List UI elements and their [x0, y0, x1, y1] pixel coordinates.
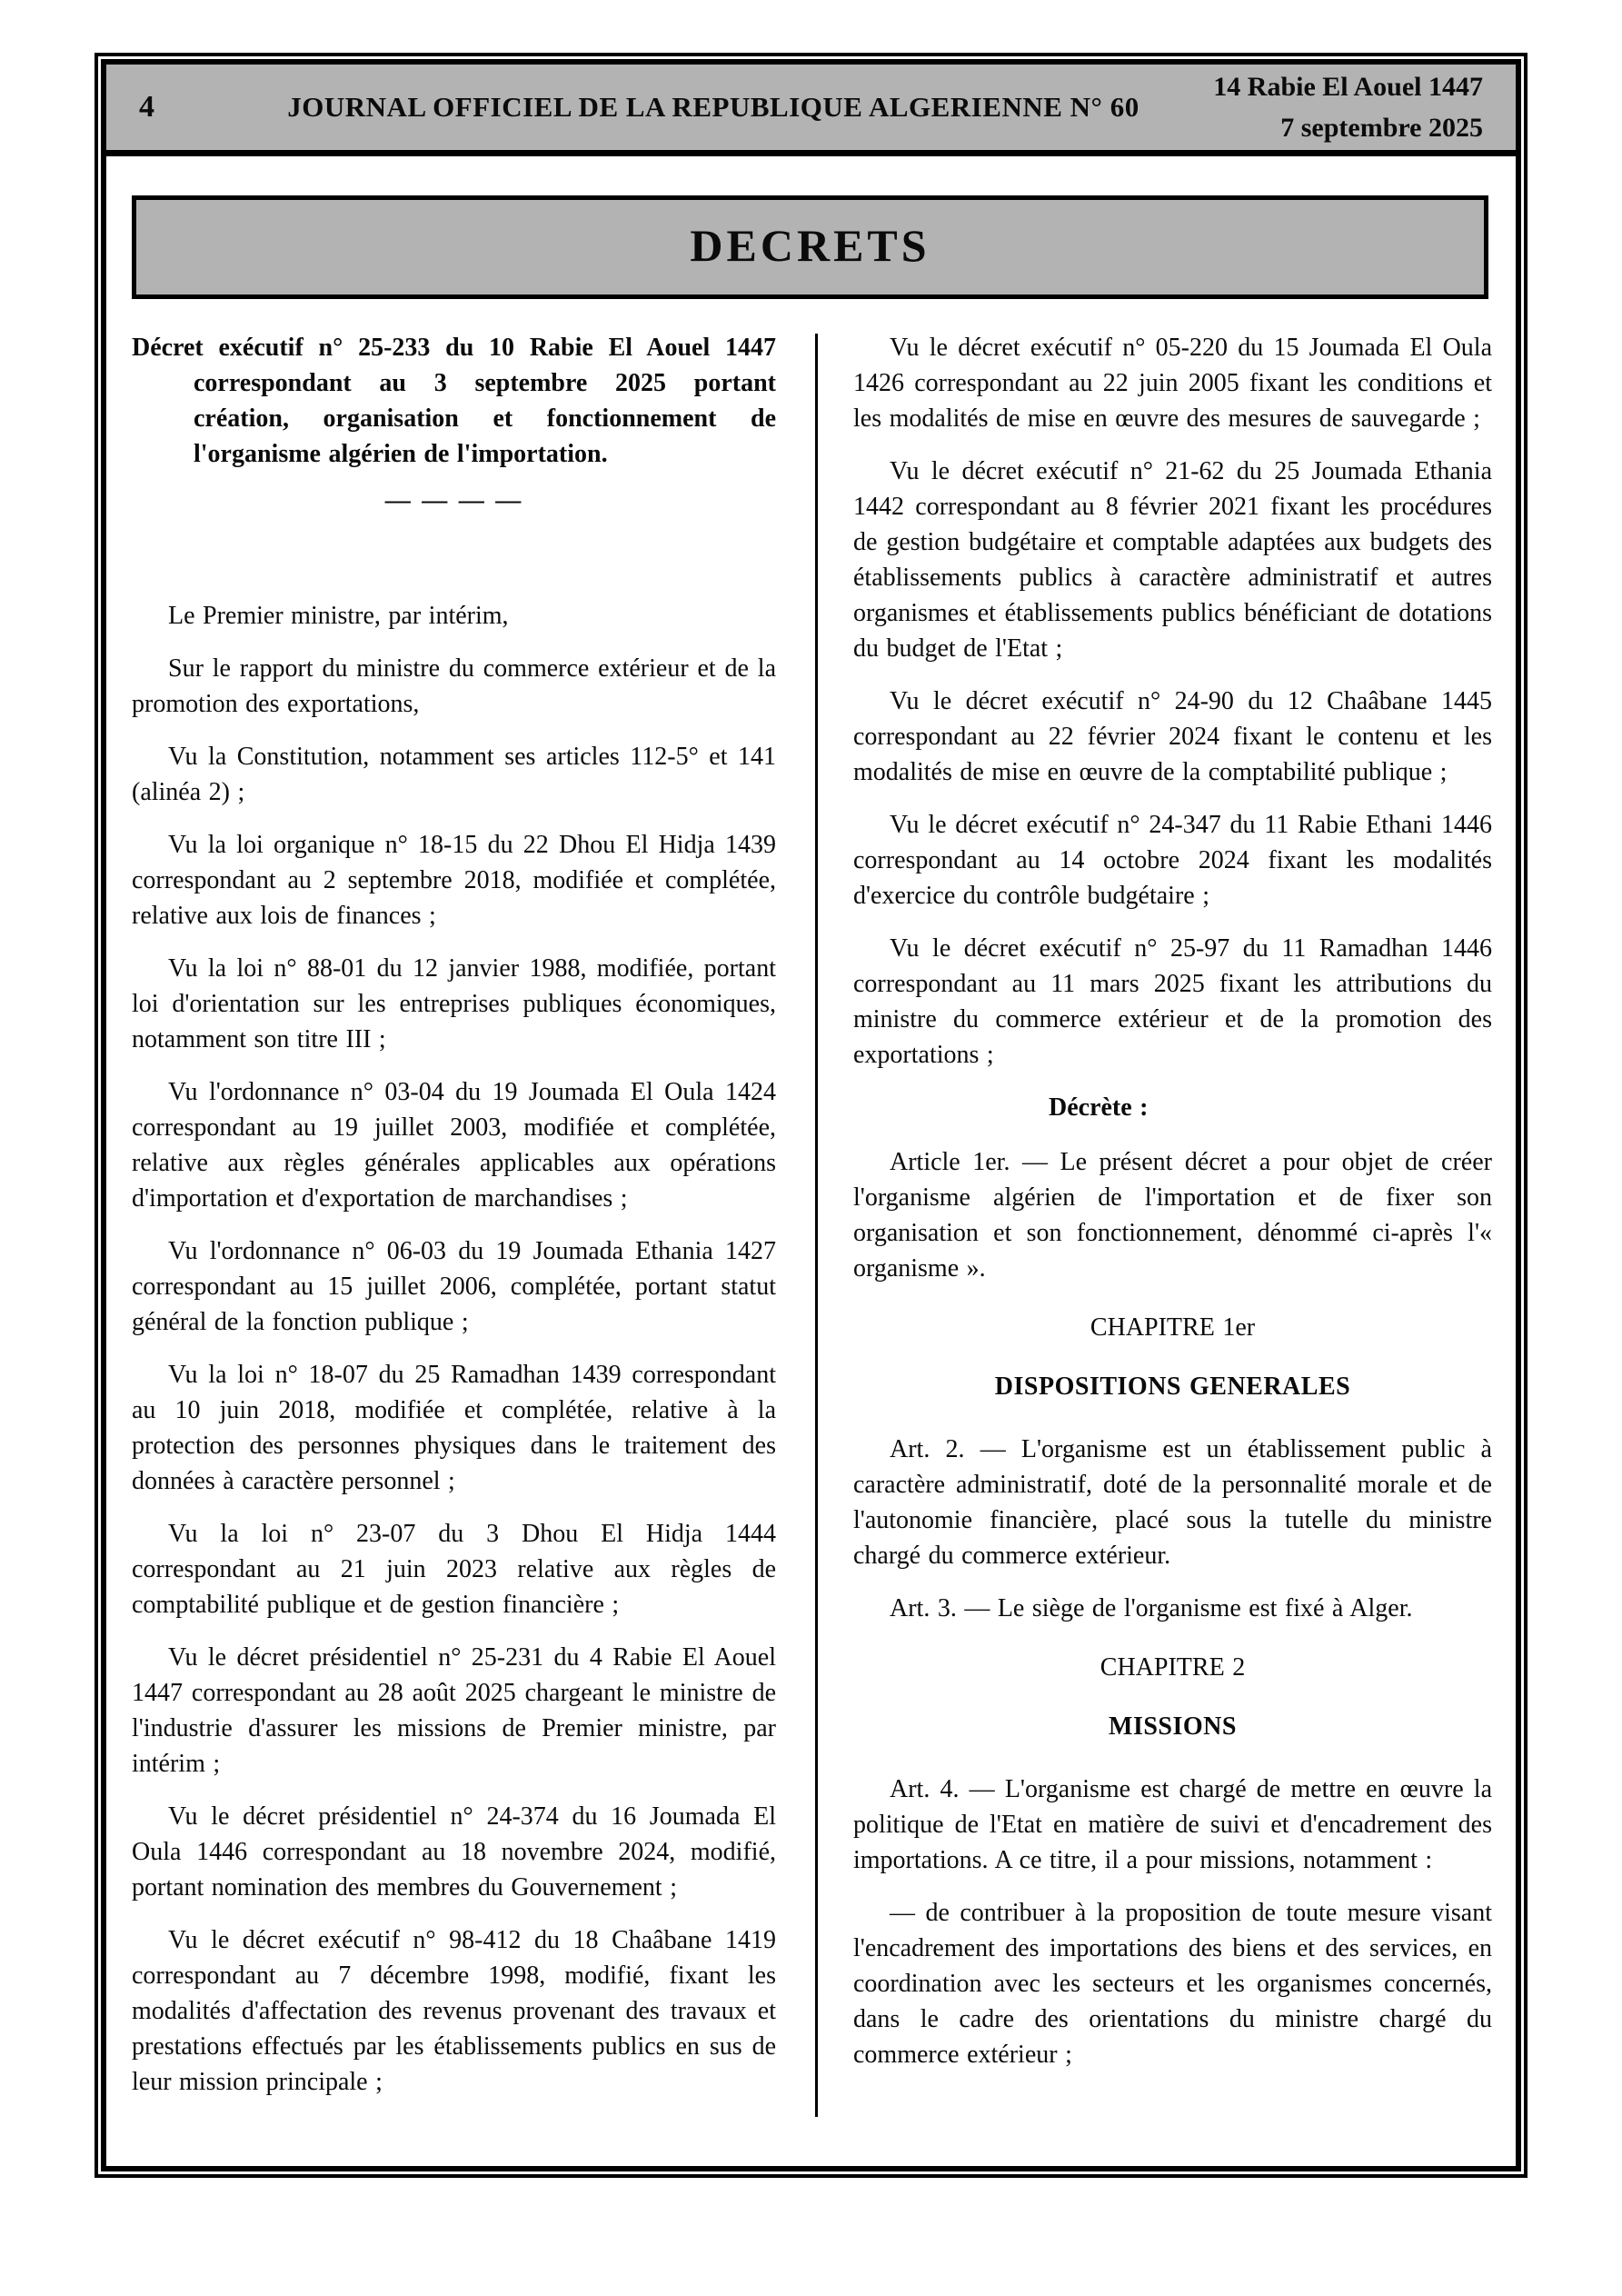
- paragraph: Vu le décret présidentiel n° 25-231 du 4 Rabie El Aouel 1447 correspondant au 28 août 2025 chargeant le ministre de l'industrie d'assurer les missions de Premier ministre, par intérim ;: [132, 1643, 776, 1778]
- paragraph: Vu la loi n° 23-07 du 3 Dhou El Hidja 1444 correspondant au 21 juin 2023 relative aux règles de comptabilité publique et de gestion financière ;: [132, 1520, 776, 1619]
- date-hijri: 14 Rabie El Aouel 1447: [1213, 72, 1483, 102]
- paragraph: — de contribuer à la proposition de toute mesure visant l'encadrement des importations des biens et des services, en coordination avec les secteurs et les organismes concernés, dans le cadre des orientations du ministre chargé du commerce extérieur ;: [853, 1899, 1492, 2069]
- paragraph: Vu la loi n° 88-01 du 12 janvier 1988, modifiée, portant loi d'orientation sur les entreprises publiques économiques, notamment son titre III ;: [132, 954, 776, 1053]
- paragraph: Sur le rapport du ministre du commerce extérieur et de la promotion des exportations,: [132, 654, 776, 718]
- paragraph: Vu l'ordonnance n° 03-04 du 19 Joumada El Oula 1424 correspondant au 19 juillet 2003, modifiée et complétée, relative aux règles générales applicables aux opérations d'importation et d'exportation de marchandises ;: [132, 1078, 776, 1213]
- issue-dates: [1169, 66, 1483, 148]
- paragraph: Vu la loi n° 18-07 du 25 Ramadhan 1439 correspondant au 10 juin 2018, modifiée et complétée, relative à la protection des personnes physiques dans le traitement des données à caractère personnel ;: [132, 1361, 776, 1495]
- paragraph: Vu la loi organique n° 18-15 du 22 Dhou El Hidja 1439 correspondant au 2 septembre 2018, modifiée et complétée, relative aux lois de finances ;: [132, 831, 776, 930]
- journal-title: JOURNAL OFFICIEL DE LA REPUBLIQUE ALGERIENNE N° 60: [287, 91, 1139, 123]
- text-columns: [106, 330, 1516, 2117]
- header-band: [106, 65, 1516, 156]
- paragraph: Vu le décret exécutif n° 24-90 du 12 Chaâbane 1445 correspondant au 22 février 2024 fixant le contenu et les modalités de mise en œuvre de la comptabilité publique ;: [853, 687, 1492, 786]
- chapter-heading: CHAPITRE 2: [1100, 1653, 1246, 1682]
- paragraph: Article 1er. — Le présent décret a pour objet de créer l'organisme algérien de l'importation et de fixer son organisation et son fonctionnement, dénommé ci-après l'« organisme ».: [853, 1148, 1492, 1283]
- chapter-heading: CHAPITRE 1er: [1090, 1313, 1256, 1342]
- paragraph: Vu le décret présidentiel n° 24-374 du 16 Joumada El Oula 1446 correspondant au 18 novembre 2024, modifié, portant nomination des membres du Gouvernement ;: [132, 1802, 776, 1902]
- paragraph: Vu l'ordonnance n° 06-03 du 19 Joumada Ethania 1427 correspondant au 15 juillet 2006, complétée, portant statut général de la fonction publique ;: [132, 1237, 776, 1336]
- paragraph: Art. 3. — Le siège de l'organisme est fixé à Alger.: [890, 1594, 1413, 1622]
- separator-dashes: — — — —: [384, 486, 523, 514]
- paragraph: Vu le décret exécutif n° 05-220 du 15 Joumada El Oula 1426 correspondant au 22 juin 2005 fixant les conditions et les modalités de mise en œuvre des mesures de sauvegarde ;: [853, 334, 1492, 433]
- paragraph: Vu le décret exécutif n° 25-97 du 11 Ramadhan 1446 correspondant au 11 mars 2025 fixant les attributions du ministre du commerce extérieur et de la promotion des exportations ;: [853, 934, 1492, 1069]
- chapter-title: DISPOSITIONS GENERALES: [994, 1373, 1351, 1401]
- date-gregorian: 7 septembre 2025: [1280, 113, 1483, 143]
- paragraph: Le Premier ministre, par intérim,: [168, 602, 509, 630]
- right-column: [853, 330, 1492, 2117]
- page-number: 4: [139, 90, 154, 124]
- paragraph: Vu le décret exécutif n° 21-62 du 25 Joumada Ethania 1442 correspondant au 8 février 2021 fixant les procédures de gestion budgétaire et comptable adaptées aux budgets des établissements publics à caractère administratif et autres organismes et établissements publics bénéficiant de dotations du budget de l'Etat ;: [853, 457, 1492, 663]
- chapter-title: MISSIONS: [1109, 1712, 1237, 1741]
- decrete-label: Décrète :: [1049, 1093, 1149, 1122]
- paragraph: Vu le décret exécutif n° 98-412 du 18 Chaâbane 1419 correspondant au 7 décembre 1998, modifié, fixant les modalités d'affectation des revenus provenant des travaux et prestations effectués par les établissements publics en sus de leur mission principale ;: [132, 1926, 776, 2096]
- paragraph: Art. 2. — L'organisme est un établissement public à caractère administratif, doté de la personnalité morale et de l'autonomie financière, placé sous la tutelle du ministre chargé du commerce extérieur.: [853, 1435, 1492, 1570]
- decree-title: Décret exécutif n° 25-233 du 10 Rabie El Aouel 1447 correspondant au 3 septembre 2025 portant création, organisation et fonctionnement de l'organisme algérien de l'importation.: [132, 334, 776, 468]
- paragraph: Art. 4. — L'organisme est chargé de mettre en œuvre la politique de l'Etat en matière de suivi et d'encadrement des importations. A ce titre, il a pour missions, notamment :: [853, 1775, 1492, 1874]
- left-column: [132, 330, 776, 2117]
- page-frame-inner: [101, 59, 1521, 2171]
- column-divider: [815, 334, 818, 2117]
- paragraph: Vu le décret exécutif n° 24-347 du 11 Rabie Ethani 1446 correspondant au 14 octobre 2024 fixant les modalités d'exercice du contrôle budgétaire ;: [853, 811, 1492, 910]
- paragraph: Vu la Constitution, notamment ses articles 112-5° et 141 (alinéa 2) ;: [132, 743, 776, 806]
- page-frame: [95, 53, 1527, 2178]
- section-banner: DECRETS: [132, 195, 1488, 299]
